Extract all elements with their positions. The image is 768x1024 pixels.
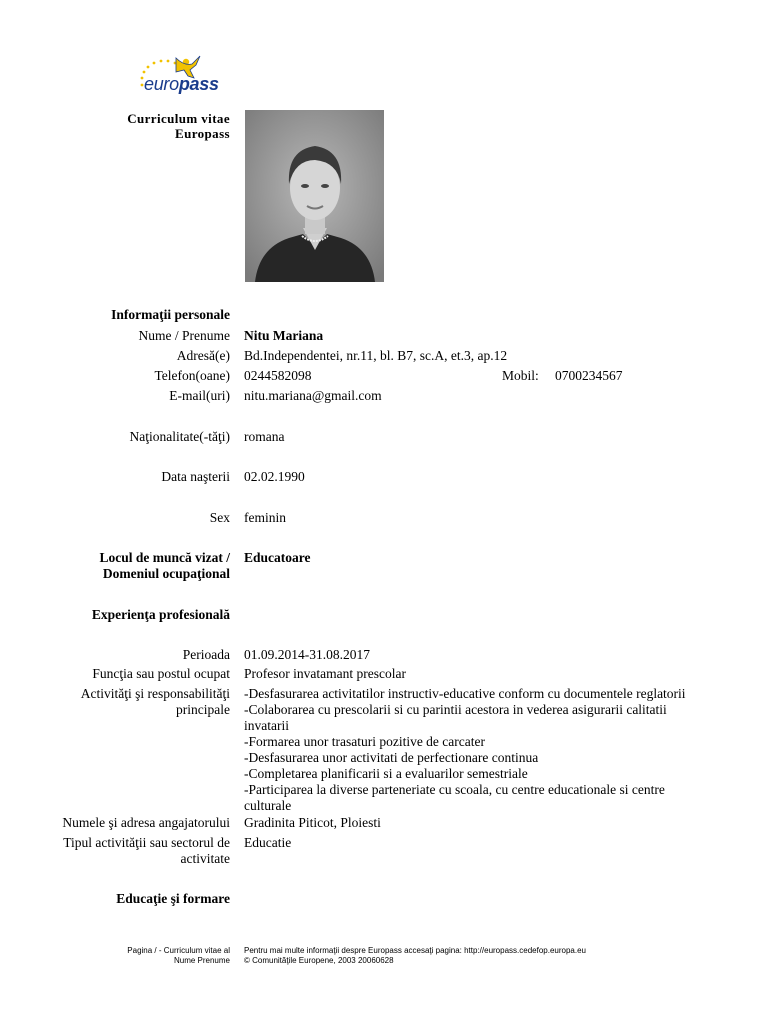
birthdate-value: 02.02.1990 [244, 469, 305, 484]
cv-title [127, 111, 230, 141]
footer-right-line1: Pentru mai multe informaţii despre Europass accesaţi pagina: http://europass.cedefop.europa.eu [244, 946, 586, 955]
position-value: Profesor invatamant prescolar [244, 666, 406, 681]
phone-value: 0244582098 [244, 368, 312, 383]
portrait-illustration [245, 110, 384, 282]
activity-line: -Formarea unor trasaturi pozitive de carcater [244, 734, 486, 749]
name-label: Nume / Prenume [138, 328, 230, 343]
personal-info-heading: Informaţii personale [111, 307, 230, 322]
activity-line: -Participarea la diverse parteneriate cu scoala, cu centre educationale si centre [244, 782, 665, 797]
desired-job-label-line1: Locul de muncă vizat / [99, 550, 230, 565]
education-heading: Educaţie şi formare [116, 891, 230, 906]
europass-logo [130, 52, 230, 102]
period-value: 01.09.2014-31.08.2017 [244, 647, 370, 662]
sector-label [63, 835, 230, 867]
footer-left-line1: Pagina / - Curriculum vitae al [127, 946, 230, 955]
desired-job-value: Educatoare [244, 550, 311, 565]
activities-list [244, 686, 724, 814]
footer-left [127, 946, 230, 966]
period-label: Perioada [182, 647, 230, 662]
desired-job-label [100, 550, 231, 582]
mobile-label: Mobil: [502, 368, 539, 383]
phone-label: Telefon(oane) [154, 368, 230, 383]
activity-line: -Completarea planificarii si a evaluarilor semestriale [244, 766, 528, 781]
logo-wordmark: europass [144, 74, 219, 94]
employer-label: Numele şi adresa angajatorului [62, 815, 230, 830]
activity-line: -Desfasurarea unor activitati de perfectionare continua [244, 750, 539, 765]
footer-right-line2: © Comunităţile Europene, 2003 20060628 [244, 956, 394, 965]
sector-value: Educatie [244, 835, 292, 850]
footer-right [244, 946, 586, 966]
name-value: Nitu Mariana [244, 328, 324, 343]
sector-label-line1: Tipul activităţii sau sectorul de [63, 835, 230, 850]
activities-label-line1: Activităţi şi responsabilităţi [80, 686, 230, 701]
desired-job-label-line2: Domeniul ocupaţional [102, 566, 230, 581]
activity-line: -Colaborarea cu prescolarii si cu parintii acestora in vederea asigurarii calitatii [244, 702, 667, 717]
portrait-photo [245, 110, 384, 282]
cv-title-line2: Europass [175, 126, 230, 141]
cv-title-line1: Curriculum vitae [127, 111, 230, 126]
employer-value: Gradinita Piticot, Ploiesti [244, 815, 381, 830]
address-label: Adresă(e) [176, 348, 230, 363]
activity-line: -Desfasurarea activitatilor instructiv-educative conform cu documentele reglatorii [244, 686, 686, 701]
position-label: Funcţia sau postul ocupat [92, 666, 230, 681]
footer-left-line2: Nume Prenume [173, 956, 230, 965]
nationality-label: Naţionalitate(-tăţi) [129, 429, 230, 444]
activities-label [81, 686, 230, 718]
experience-heading: Experienţa profesională [91, 607, 230, 622]
email-label: E-mail(uri) [169, 388, 230, 403]
sector-label-line2: activitate [180, 851, 230, 866]
address-value: Bd.Independentei, nr.11, bl. B7, sc.A, et.3, ap.12 [244, 348, 508, 363]
sex-label: Sex [209, 510, 230, 525]
birthdate-label: Data naşterii [161, 469, 230, 484]
activity-line: culturale [244, 798, 292, 813]
nationality-value: romana [244, 429, 285, 444]
activities-label-line2: principale [176, 702, 230, 717]
mobile-value: 0700234567 [555, 368, 623, 383]
activity-line: invatarii [244, 718, 289, 733]
sex-value: feminin [244, 510, 286, 525]
email-value[interactable]: nitu.mariana@gmail.com [244, 388, 382, 403]
